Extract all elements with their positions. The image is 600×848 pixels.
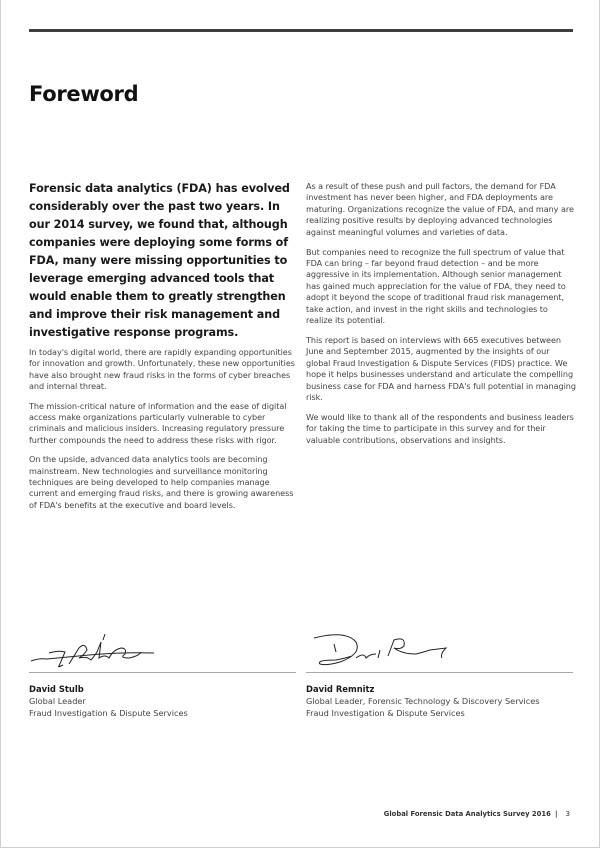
signatory-role: Global Leader, Forensic Technology & Discovery Services [306, 696, 540, 706]
body-paragraph: In today's digital world, there are rapidly expanding opportunities for innovation and growth. Unfortunately, these new opportunities have also brought new fraud risks in the forms of cyber breaches and internal threat. [29, 347, 295, 392]
signature-image [306, 628, 456, 670]
page-title: Foreword [29, 82, 139, 106]
signature-image [29, 628, 179, 670]
left-column [29, 180, 297, 519]
lead-paragraph: Forensic data analytics (FDA) has evolved considerably over the past two years. In our 2014 survey, we found that, although companies were deploying some forms of FDA, many were missing opportunities to leverage emerging advanced tools that would enable them to greatly strengthen and improve their risk management and investigative response programs. [29, 182, 290, 339]
signature-divider [29, 672, 296, 673]
signatory-department: Fraud Investigation & Dispute Services [306, 708, 465, 719]
page-number: 3 [565, 810, 570, 818]
signatory-name: David Stulb [29, 684, 84, 694]
signature-block-stulb [29, 628, 296, 719]
body-paragraph: On the upside, advanced data analytics tools are becoming mainstream. New technologies and surveillance monitoring techniques are being developed to help companies manage current and emerging fraud risks, and there is growing awareness of FDA's benefits at the executive and board levels. [29, 454, 294, 510]
footer-separator: | [555, 810, 558, 818]
page-footer [384, 810, 570, 818]
body-paragraph: This report is based on interviews with 665 executives between June and September 2015, augmented by the insights of our global Fraud Investigation & Dispute Services (FIDS) practice. We hope it helps businesses understand and articulate the compelling business case for FDA and harness FDA's full potential in managing risk. [306, 334, 576, 402]
body-paragraph: We would like to thank all of the respondents and business leaders for taking the time to participate in this survey and for their valuable contributions, observations and insights. [306, 411, 574, 445]
right-column [306, 181, 576, 455]
publication-title: Global Forensic Data Analytics Survey 2016 [383, 810, 551, 818]
body-paragraph: But companies need to recognize the full spectrum of value that FDA can bring – far beyond fraud detection – and be more aggressive in its implementation. Although senior management has gained much appreciation for the value of FDA, they need to adopt it beyond the scope of traditional fraud risk management, take action, and invest in the right skills and technologies to realize its potential. [306, 246, 566, 325]
top-rule [29, 29, 573, 32]
signatory-role: Global Leader [29, 696, 86, 706]
signature-block-remnitz [306, 628, 573, 719]
body-paragraph: The mission-critical nature of information and the ease of digital access make organizations particularly vulnerable to cyber criminals and malicious insiders. Increasing regulatory pressure further compounds the need to address these risks with rigor. [29, 400, 287, 445]
body-paragraph: As a result of these push and pull factors, the demand for FDA investment has never been higher, and FDA deployments are maturing. Organizations recognize the value of FDA, and many are realizing positive results by deploying advanced technologies against meaningful volumes and varieties of data. [306, 181, 574, 237]
signatory-name: David Remnitz [306, 684, 375, 694]
signature-divider [306, 672, 573, 673]
signatory-department: Fraud Investigation & Dispute Services [29, 708, 188, 719]
